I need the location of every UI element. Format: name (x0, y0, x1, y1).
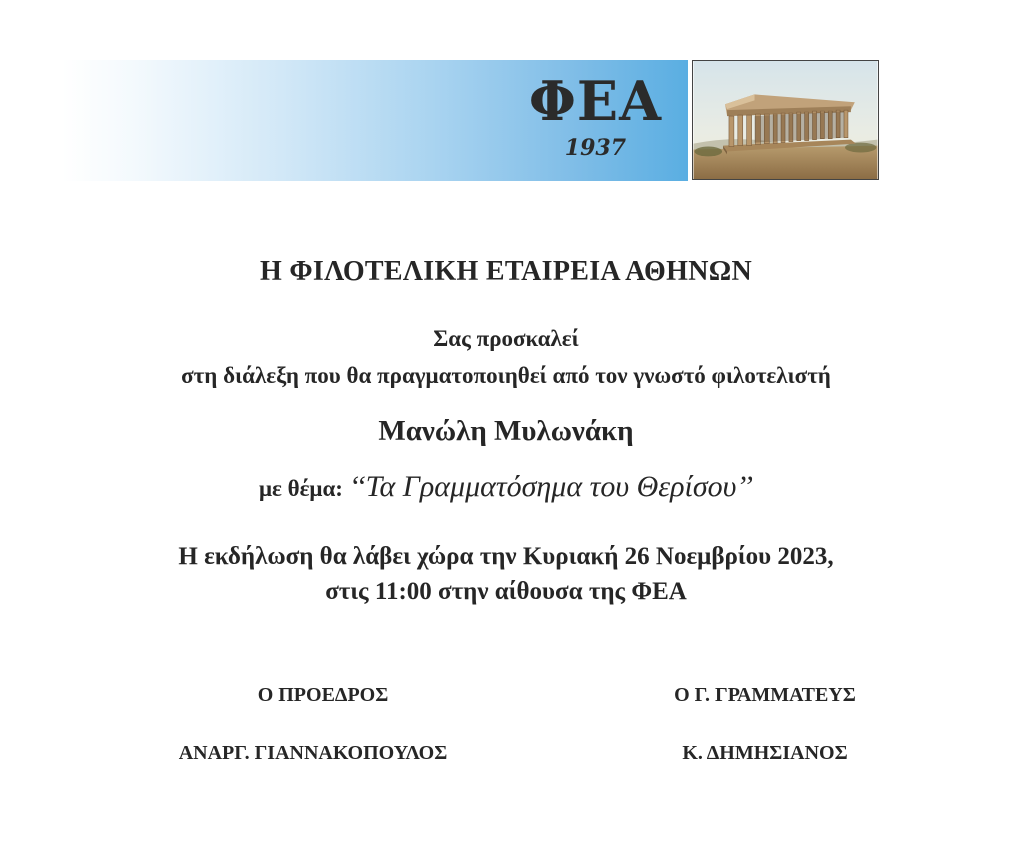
president-name: ΑΝΑΡΓ. ΓΙΑΝΝΑΚΟΠΟΥΛΟΣ (178, 742, 448, 764)
logo-title: ΦΕΑ (528, 69, 662, 133)
secretary-title: Ο Γ. ΓΡΑΜΜΑΤΕΥΣ (674, 684, 856, 706)
society-heading: Η ΦΙΛΟΤΕΛΙΚΗ ΕΤΑΙΡΕΙΑ ΑΘΗΝΩΝ (260, 256, 752, 287)
speaker-name: Μανώλη Μυλωνάκη (378, 415, 634, 447)
topic-label: με θέμα: (258, 476, 343, 501)
invite-line-2: στη διάλεξη που θα πραγματοποιηθεί από τον γνωστό φιλοτελιστή (181, 363, 831, 388)
temple-photo (692, 60, 879, 180)
header-banner (62, 60, 688, 181)
event-line-2: στις 11:00 στην αίθουσα της ΦΕΑ (325, 578, 687, 605)
invite-line-1: Σας προσκαλεί (433, 326, 579, 351)
event-line-1: Η εκδήλωση θα λάβει χώρα την Κυριακή 26 Νοεμβρίου 2023, (178, 543, 834, 570)
president-title: Ο ΠΡΟΕΔΡΟΣ (257, 684, 389, 706)
topic-line (0, 470, 1012, 504)
logo-year: 1937 (564, 135, 626, 161)
secretary-name: Κ. ΔΗΜΗΣΙΑΝΟΣ (682, 742, 848, 764)
topic-title: ‘‘Τα Γραμματόσημα του Θερίσου’’ (348, 470, 754, 503)
